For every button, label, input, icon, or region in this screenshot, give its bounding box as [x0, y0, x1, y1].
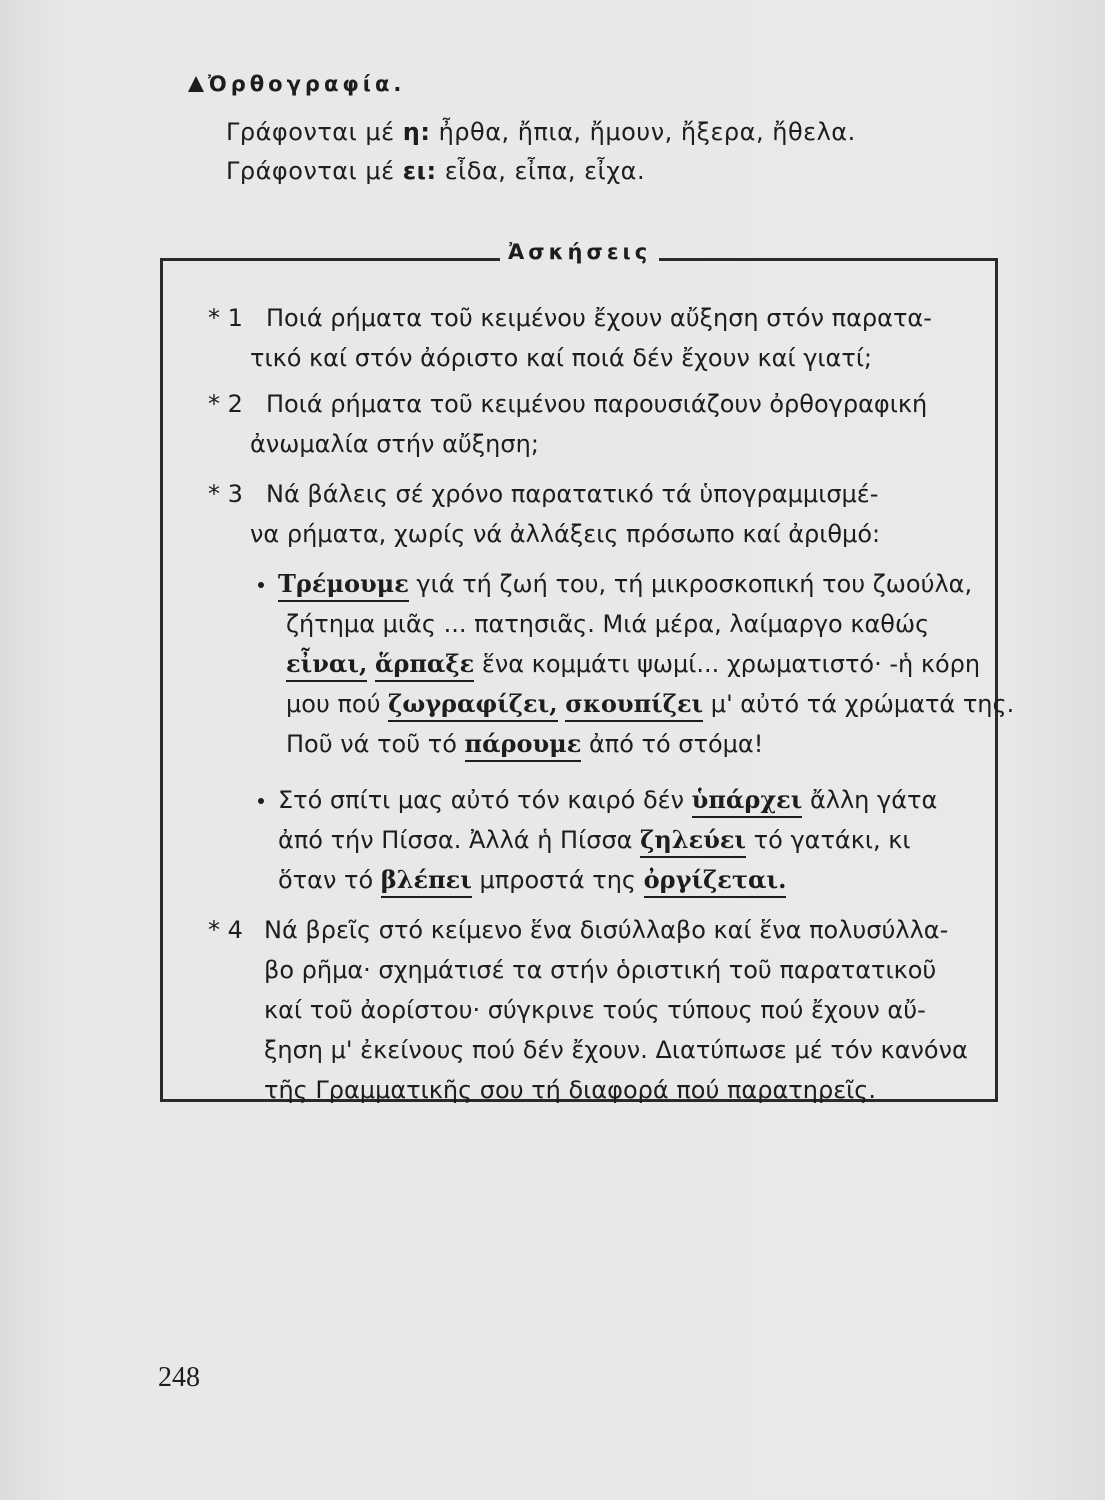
bullet-icon: [258, 798, 264, 804]
spelling-rule-ei: Γράφονται μέ ει: εἶδα, εἶπα, εἶχα.: [226, 157, 646, 185]
exercise-4: * 4 Νά βρεῖς στό κείμενο ἕνα δισύλλαβο καί ἕνα πολυσύλλα- βο ρῆμα· σχημάτισέ τα στήν ὁριστική τοῦ παρατατικοῦ καί τοῦ ἀορίστου· σύγκρινε τούς τύπους πού ἔχουν αὔ- ξηση μ' ἐκείνους πού δέν ἔχουν. Διατύπωσε μέ τόν κανόνα τῆς Γραμματικῆς σου τή διαφορά πού παρατηρεῖς.: [208, 916, 968, 1104]
triangle-marker-icon: [188, 76, 204, 92]
passage-2: Στό σπίτι μας αὐτό τόν καιρό δέν ὑπάρχει ἄλλη γάτα ἀπό τήν Πίσσα. Ἀλλά ἡ Πίσσα ζηλεύει τό γατάκι, κι ὅταν τό βλέπει μπροστά της ὀργίζεται.: [258, 780, 937, 900]
page-number: 248: [158, 1362, 200, 1393]
exercises-title: Ἀσκήσεις: [500, 240, 659, 264]
exercise-1: * 1 Ποιά ρήματα τοῦ κειμένου ἔχουν αὔξηση στόν παρατα- τικό καί στόν ἀόριστο καί ποιά δέν ἔχουν καί γιατί;: [208, 304, 932, 372]
exercise-2: * 2 Ποιά ρήματα τοῦ κειμένου παρουσιάζουν ὀρθογραφική ἀνωμαλία στήν αὔξηση;: [208, 390, 928, 458]
passage-1: Τρέμουμε γιά τή ζωή του, τή μικροσκοπική του ζωούλα, ζήτημα μιᾶς ... πατησιᾶς. Μιά μέρα, λαίμαργο καθώς εἶναι, ἅρπαξε ἕνα κομμάτι ψωμί... χρωματιστό· -ἡ κόρη μου πού ζωγραφίζει, σκουπίζει μ' αὐτό τά χρώματά της. Ποῦ νά τοῦ τό πάρουμε ἀπό τό στόμα!: [258, 564, 1014, 764]
section-heading: Ὀρθογραφία.: [188, 72, 405, 96]
spelling-rule-eta: Γράφονται μέ η: ἦρθα, ἤπια, ἤμουν, ἤξερα, ἤθελα.: [226, 118, 856, 146]
bullet-icon: [258, 582, 264, 588]
exercise-3: * 3 Νά βάλεις σέ χρόνο παρατατικό τά ὑπογραμμισμέ- να ρήματα, χωρίς νά ἀλλάξεις πρόσωπο καί ἀριθμό:: [208, 480, 881, 548]
